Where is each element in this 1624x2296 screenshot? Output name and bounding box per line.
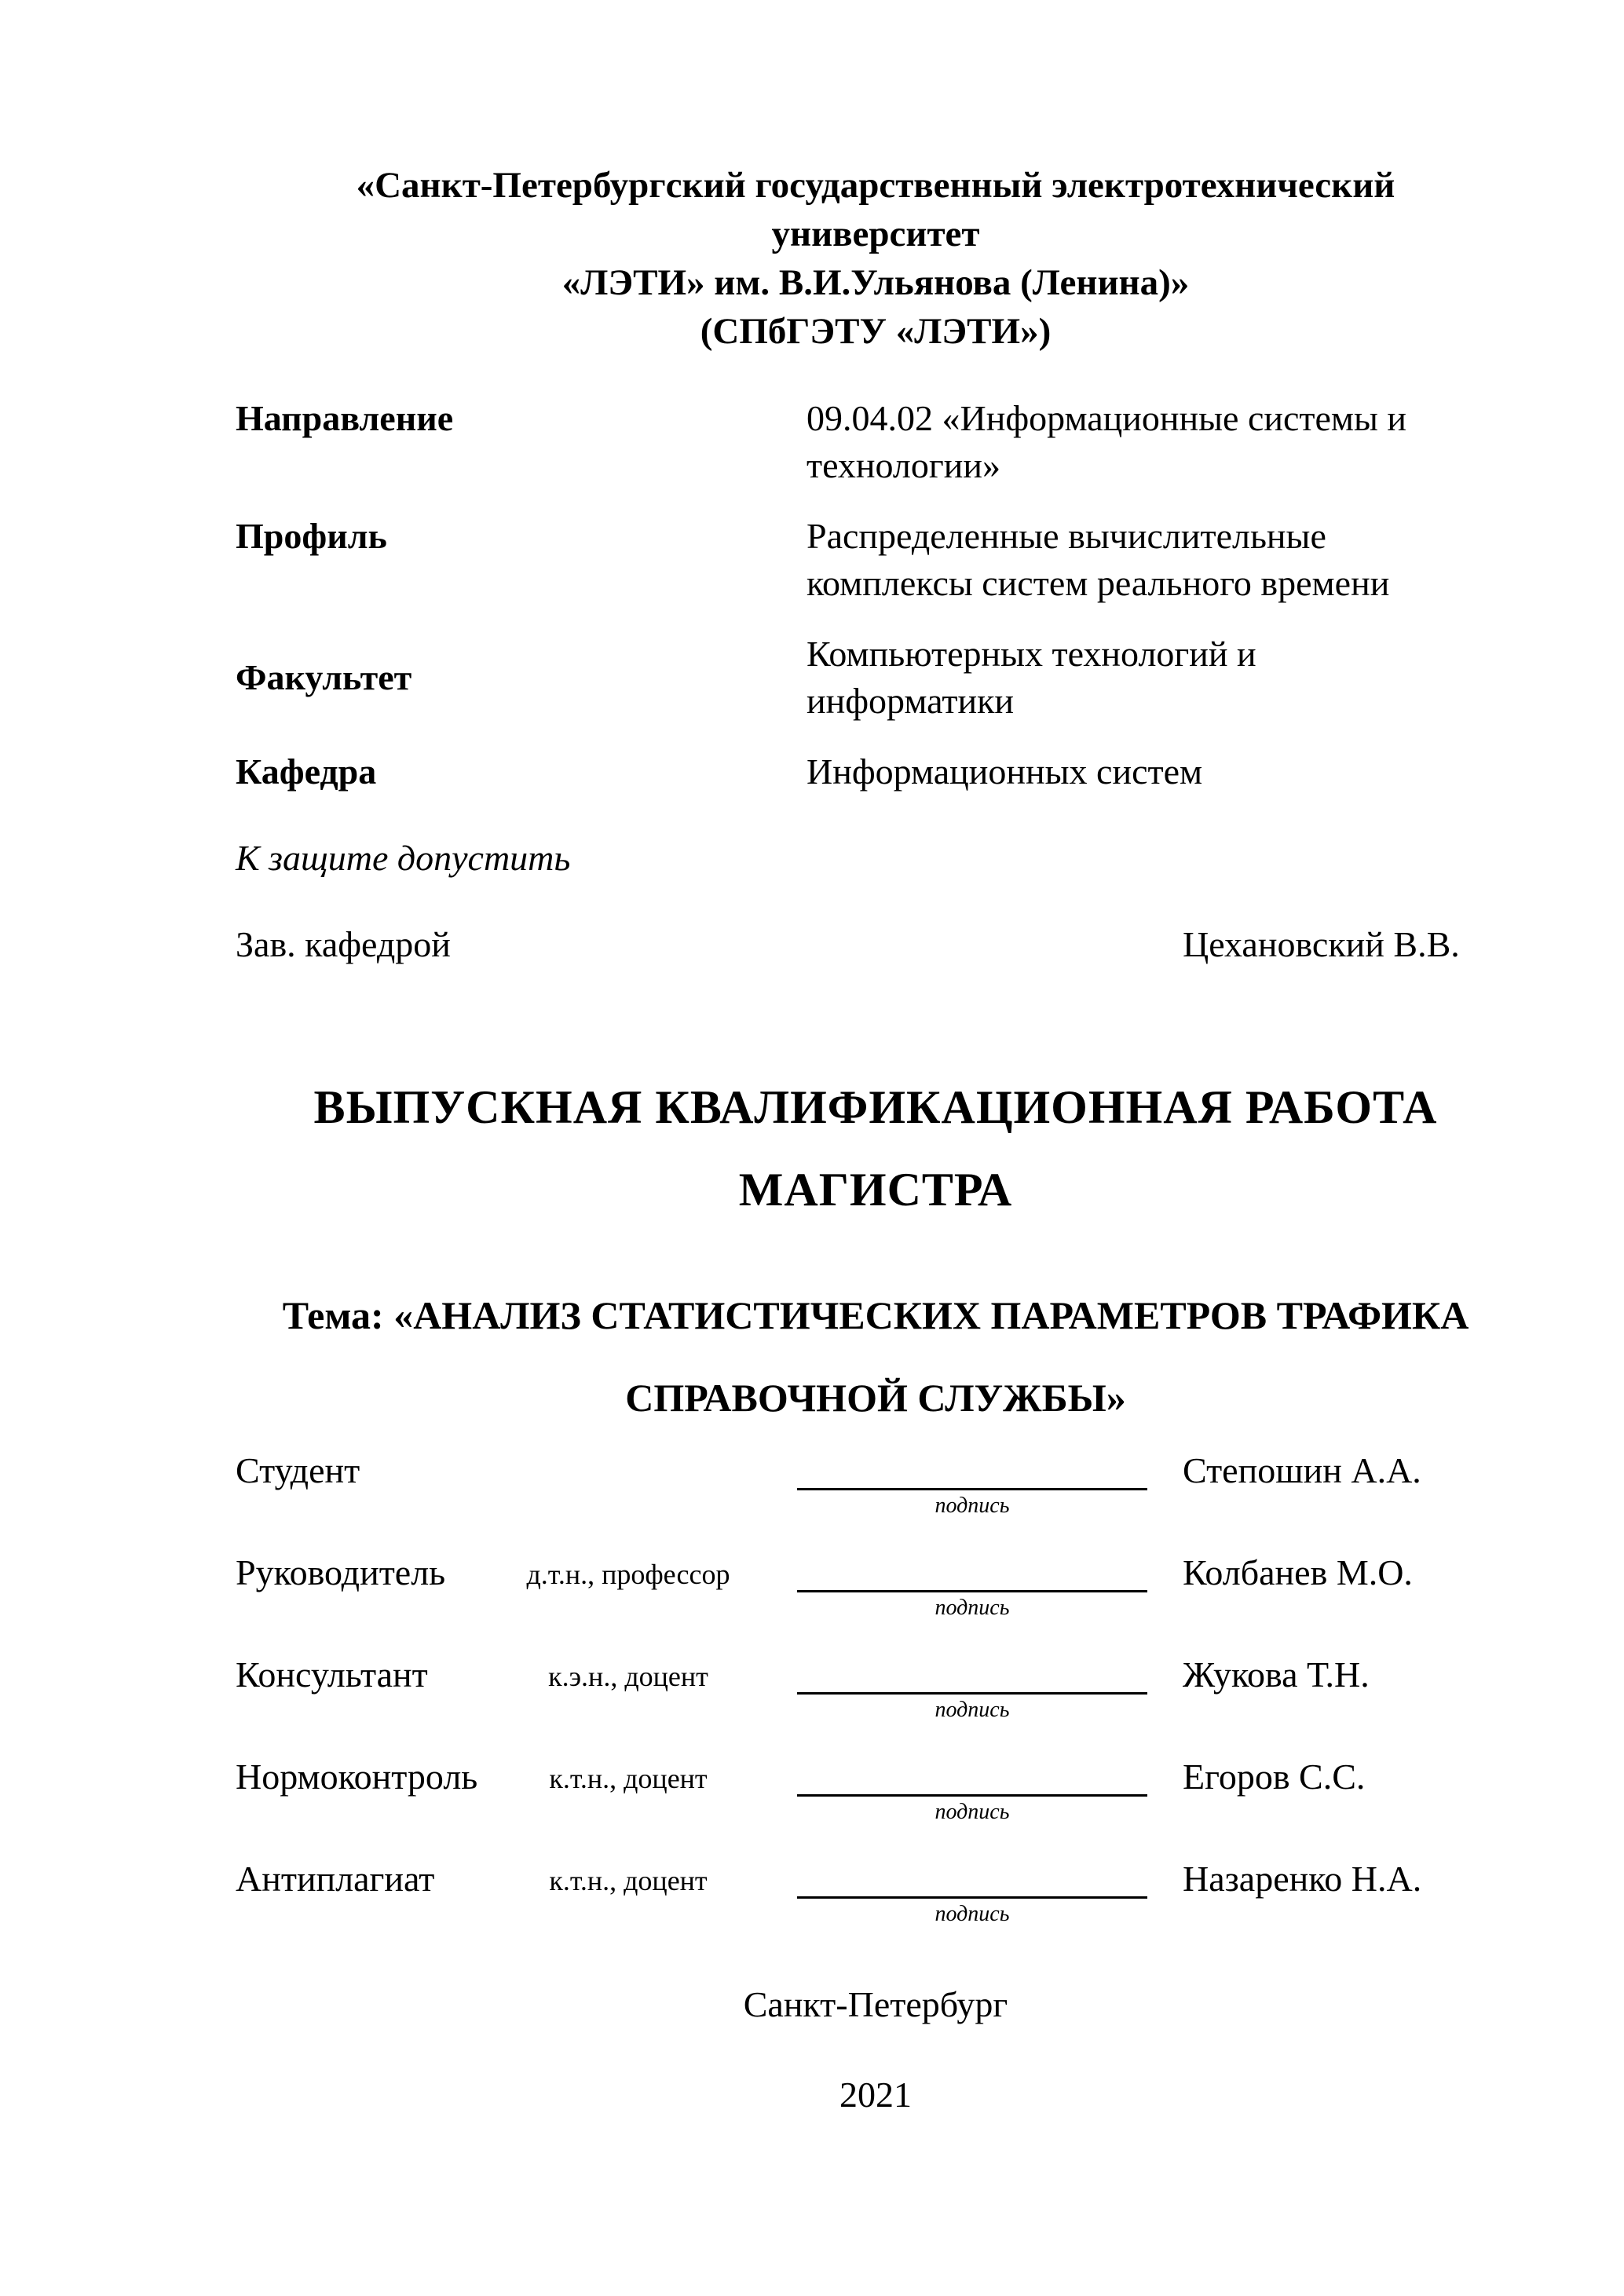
direction-value-line: 09.04.02 «Информационные системы и: [807, 398, 1407, 438]
faculty-value: [807, 631, 1458, 725]
work-theme-line: Тема: «АНАЛИЗ СТАТИСТИЧЕСКИХ ПАРАМЕТРОВ ТРАФИКА: [282, 1293, 1469, 1337]
normcontrol-degree: к.т.н., доцент: [549, 1763, 708, 1794]
faculty-value-line: информатики: [807, 681, 1015, 721]
signature-row-student: [236, 1447, 1516, 1549]
supervisor-name: Колбанев М.О.: [1183, 1552, 1413, 1592]
signature-row-antiplagiarism: [236, 1855, 1516, 1958]
student-signature-field: [797, 1447, 1147, 1522]
supervisor-degree: д.т.н., профессор: [526, 1559, 730, 1590]
consultant-name: Жукова Т.Н.: [1183, 1654, 1370, 1695]
supervisor-signature-field: [797, 1549, 1147, 1624]
signature-caption: подпись: [935, 1800, 1010, 1824]
signature-row-supervisor: [236, 1549, 1516, 1651]
university-header: [236, 161, 1516, 356]
consultant-signature-field: [797, 1651, 1147, 1726]
direction-value: [807, 395, 1458, 489]
consultant-degree: к.э.н., доцент: [548, 1661, 708, 1692]
admission-note: К защите допустить: [236, 838, 571, 878]
department-head-row: [236, 921, 1516, 968]
department-head-name: Цехановский В.В.: [1183, 924, 1460, 964]
signature-row-consultant: [236, 1651, 1516, 1753]
profile-value: [807, 513, 1458, 607]
program-info-block: [236, 395, 1516, 795]
university-name-line: университет: [771, 214, 980, 254]
signature-line: [797, 1651, 1147, 1695]
university-name-line: «Санкт-Петербургский государственный электротехнический: [356, 165, 1395, 206]
signature-caption: подпись: [935, 1698, 1010, 1722]
antiplagiarism-name: Назаренко Н.А.: [1183, 1859, 1422, 1899]
department-label: Кафедра: [236, 751, 377, 792]
normcontrol-signature-field: [797, 1753, 1147, 1828]
work-theme: [236, 1274, 1516, 1439]
antiplagiarism-degree: к.т.н., доцент: [549, 1865, 708, 1896]
work-title: [236, 1066, 1516, 1231]
info-row-faculty: [236, 631, 1516, 725]
footer-year: 2021: [839, 2075, 912, 2115]
signature-line: [797, 1753, 1147, 1797]
signature-line: [797, 1549, 1147, 1592]
signature-caption: подпись: [935, 1493, 1010, 1518]
department-head-label: Зав. кафедрой: [236, 924, 451, 964]
student-role-label: Студент: [236, 1450, 360, 1490]
info-row-profile: [236, 513, 1516, 607]
signature-caption: подпись: [935, 1596, 1010, 1620]
profile-label: Профиль: [236, 516, 387, 556]
signature-block: [236, 1447, 1516, 1958]
supervisor-role-label: Руководитель: [236, 1552, 446, 1592]
department-value-line: Информационных систем: [807, 751, 1203, 792]
university-name-line: (СПбГЭТУ «ЛЭТИ»): [700, 311, 1052, 352]
signature-line: [797, 1447, 1147, 1490]
normcontrol-name: Егоров С.С.: [1183, 1757, 1366, 1797]
faculty-value-line: Компьютерных технологий и: [807, 634, 1256, 674]
signature-caption: подпись: [935, 1902, 1010, 1926]
info-row-department: [236, 748, 1516, 795]
signature-line: [797, 1855, 1147, 1899]
profile-value-line: комплексы систем реального времени: [807, 563, 1390, 603]
department-value: [807, 748, 1458, 795]
work-theme-line: СПРАВОЧНОЙ СЛУЖБЫ»: [625, 1376, 1126, 1420]
consultant-role-label: Консультант: [236, 1654, 428, 1695]
footer-city: Санкт-Петербург: [743, 1984, 1008, 2024]
work-title-line: МАГИСТРА: [738, 1164, 1013, 1216]
normcontrol-role-label: Нормоконтроль: [236, 1757, 478, 1797]
antiplagiarism-role-label: Антиплагиат: [236, 1859, 435, 1899]
antiplagiarism-signature-field: [797, 1855, 1147, 1930]
faculty-label: Факультет: [236, 657, 412, 697]
student-name: Степошин А.А.: [1183, 1450, 1421, 1490]
work-title-line: ВЫПУСКНАЯ КВАЛИФИКАЦИОННАЯ РАБОТА: [313, 1081, 1438, 1133]
info-row-direction: [236, 395, 1516, 489]
university-name-line: «ЛЭТИ» им. В.И.Ульянова (Ленина)»: [561, 262, 1190, 303]
profile-value-line: Распределенные вычислительные: [807, 516, 1326, 556]
direction-label: Направление: [236, 398, 454, 438]
signature-row-normcontrol: [236, 1753, 1516, 1855]
direction-value-line: технологии»: [807, 445, 1000, 485]
